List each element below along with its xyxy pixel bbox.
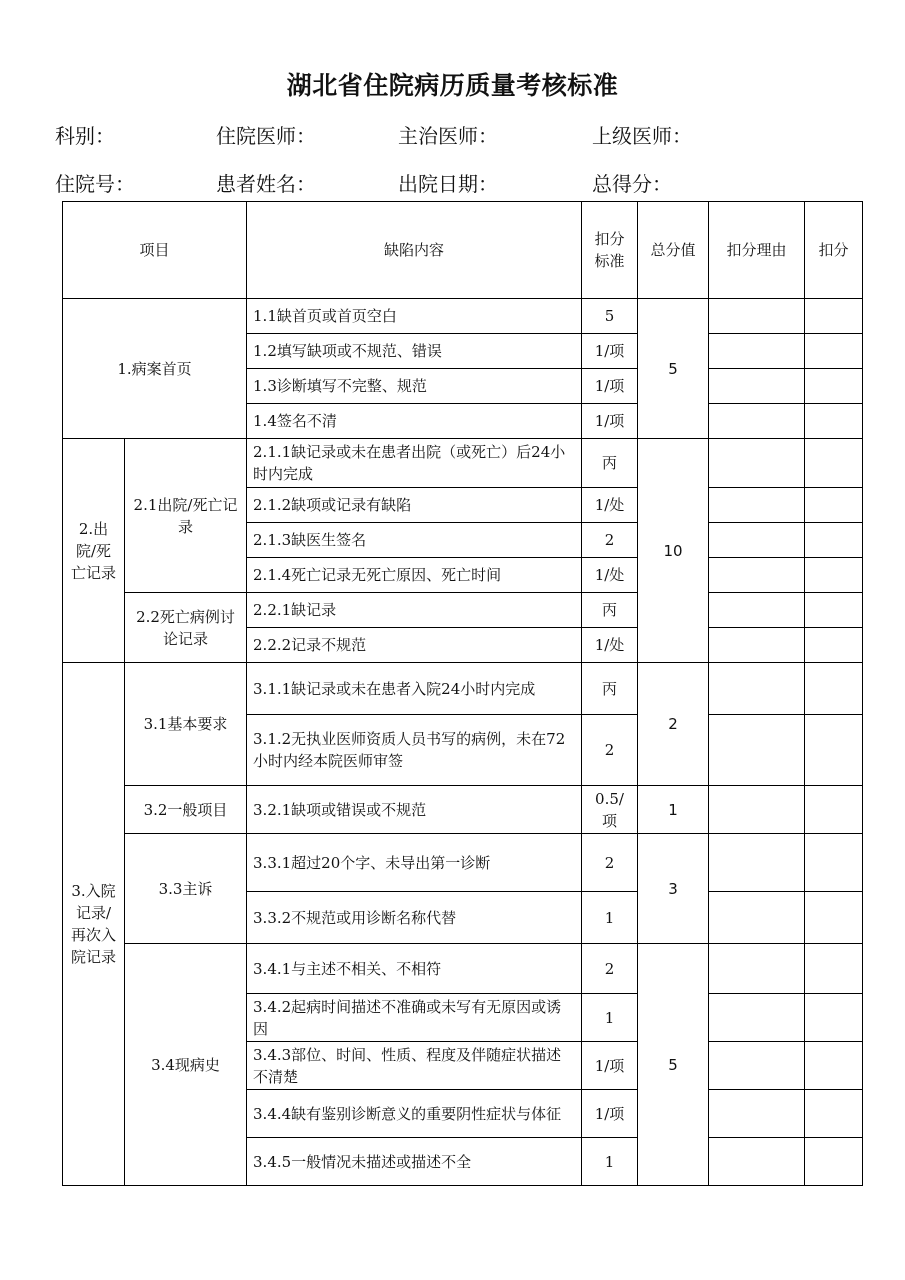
- defect-cell: 2.2.2记录不规范: [247, 628, 582, 663]
- deduct-input-cell[interactable]: [805, 299, 863, 334]
- defect-cell: 1.4签名不清: [247, 404, 582, 439]
- table-row: [63, 944, 863, 994]
- deduct-standard-cell: 1/处: [582, 558, 638, 593]
- deduct-standard-cell: 2: [582, 715, 638, 786]
- defect-cell: 1.3诊断填写不完整、规范: [247, 369, 582, 404]
- resident-doctor-label: 住院医师：: [216, 124, 316, 148]
- defect-cell: 2.1.3缺医生签名: [247, 523, 582, 558]
- reason-input-cell[interactable]: [709, 834, 805, 892]
- deduct-standard-cell: 5: [582, 299, 638, 334]
- section-3-3-total: 3: [638, 834, 709, 944]
- section-2-1-label: 2.1出院/死亡记录: [125, 439, 247, 593]
- defect-cell: 3.1.2无执业医师资质人员书写的病例，未在72小时内经本院医师审签: [247, 715, 582, 786]
- defect-cell: 2.1.1缺记录或未在患者出院（或死亡）后24小时内完成: [247, 439, 582, 488]
- reason-input-cell[interactable]: [709, 628, 805, 663]
- section-1-total: 5: [638, 299, 709, 439]
- deduct-input-cell[interactable]: [805, 1042, 863, 1090]
- deduct-standard-cell: 2: [582, 523, 638, 558]
- deduct-standard-cell: 2: [582, 944, 638, 994]
- reason-input-cell[interactable]: [709, 404, 805, 439]
- reason-input-cell[interactable]: [709, 1042, 805, 1090]
- deduct-input-cell[interactable]: [805, 404, 863, 439]
- defect-cell: 1.1缺首页或首页空白: [247, 299, 582, 334]
- patient-name-label: 患者姓名：: [216, 172, 316, 196]
- section-3-3-label: 3.3主诉: [125, 834, 247, 944]
- reason-input-cell[interactable]: [709, 439, 805, 488]
- deduct-standard-cell: 1/项: [582, 404, 638, 439]
- defect-cell: 2.2.1缺记录: [247, 593, 582, 628]
- defect-cell: 2.1.4死亡记录无死亡原因、死亡时间: [247, 558, 582, 593]
- deduct-input-cell[interactable]: [805, 892, 863, 944]
- deduct-standard-cell: 1: [582, 994, 638, 1042]
- reason-input-cell[interactable]: [709, 1138, 805, 1186]
- deduct-standard-cell: 丙: [582, 439, 638, 488]
- deduct-standard-cell: 2: [582, 834, 638, 892]
- deduct-input-cell[interactable]: [805, 663, 863, 715]
- header-deduct-reason: 扣分理由: [709, 202, 805, 299]
- deduct-standard-cell: 丙: [582, 593, 638, 628]
- deduct-standard-cell: 1/项: [582, 1090, 638, 1138]
- reason-input-cell[interactable]: [709, 299, 805, 334]
- deduct-input-cell[interactable]: [805, 558, 863, 593]
- table-row: [63, 299, 863, 334]
- deduct-input-cell[interactable]: [805, 439, 863, 488]
- table-row: [63, 786, 863, 834]
- deduct-input-cell[interactable]: [805, 994, 863, 1042]
- total-score-label: 总得分：: [592, 172, 672, 196]
- deduct-input-cell[interactable]: [805, 593, 863, 628]
- deduct-input-cell[interactable]: [805, 523, 863, 558]
- deduct-input-cell[interactable]: [805, 334, 863, 369]
- section-2-2-label: 2.2死亡病例讨论记录: [125, 593, 247, 663]
- header-row: [63, 202, 863, 299]
- defect-cell: 3.4.3部位、时间、性质、程度及伴随症状描述不清楚: [247, 1042, 582, 1090]
- reason-input-cell[interactable]: [709, 558, 805, 593]
- reason-input-cell[interactable]: [709, 663, 805, 715]
- deduct-input-cell[interactable]: [805, 786, 863, 834]
- deduct-input-cell[interactable]: [805, 1138, 863, 1186]
- reason-input-cell[interactable]: [709, 1090, 805, 1138]
- reason-input-cell[interactable]: [709, 488, 805, 523]
- senior-doctor-label: 上级医师：: [592, 124, 692, 148]
- section-3-label: 3.入院记录/再次入院记录: [63, 663, 125, 1186]
- defect-cell: 3.2.1缺项或错误或不规范: [247, 786, 582, 834]
- header-deduct: 扣分: [805, 202, 863, 299]
- deduct-standard-cell: 1/项: [582, 369, 638, 404]
- header-item: 项目: [63, 202, 247, 299]
- reason-input-cell[interactable]: [709, 523, 805, 558]
- assessment-table: [62, 201, 863, 1186]
- defect-cell: 2.1.2缺项或记录有缺陷: [247, 488, 582, 523]
- section-3-1-total: 2: [638, 663, 709, 786]
- deduct-input-cell[interactable]: [805, 944, 863, 994]
- defect-cell: 3.4.4缺有鉴别诊断意义的重要阴性症状与体征: [247, 1090, 582, 1138]
- reason-input-cell[interactable]: [709, 944, 805, 994]
- deduct-standard-cell: 1/处: [582, 488, 638, 523]
- defect-cell: 3.4.5一般情况未描述或描述不全: [247, 1138, 582, 1186]
- table-row: [63, 834, 863, 892]
- admission-number-label: 住院号：: [55, 172, 135, 196]
- deduct-standard-cell: 1/项: [582, 1042, 638, 1090]
- document-title: 湖北省住院病历质量考核标准: [286, 71, 619, 100]
- reason-input-cell[interactable]: [709, 593, 805, 628]
- section-3-2-total: 1: [638, 786, 709, 834]
- defect-cell: 3.3.2不规范或用诊断名称代替: [247, 892, 582, 944]
- table-row: [63, 593, 863, 628]
- defect-cell: 3.1.1缺记录或未在患者入院24小时内完成: [247, 663, 582, 715]
- deduct-input-cell[interactable]: [805, 834, 863, 892]
- section-3-4-total: 5: [638, 944, 709, 1186]
- reason-input-cell[interactable]: [709, 994, 805, 1042]
- header-defect: 缺陷内容: [247, 202, 582, 299]
- header-deduct-standard: 扣分标准: [582, 202, 638, 299]
- section-3-2-label: 3.2一般项目: [125, 786, 247, 834]
- defect-cell: 3.3.1超过20个字、未导出第一诊断: [247, 834, 582, 892]
- deduct-standard-cell: 1/项: [582, 334, 638, 369]
- defect-cell: 3.4.2起病时间描述不准确或未写有无原因或诱因: [247, 994, 582, 1042]
- deduct-input-cell[interactable]: [805, 715, 863, 786]
- section-2-total: 10: [638, 439, 709, 663]
- deduct-standard-cell: 1: [582, 1138, 638, 1186]
- reason-input-cell[interactable]: [709, 334, 805, 369]
- table-row: [63, 439, 863, 488]
- reason-input-cell[interactable]: [709, 786, 805, 834]
- deduct-input-cell[interactable]: [805, 369, 863, 404]
- table-row: [63, 663, 863, 715]
- section-1-label: 1.病案首页: [63, 299, 247, 439]
- deduct-standard-cell: 1/处: [582, 628, 638, 663]
- attending-doctor-label: 主治医师：: [398, 124, 498, 148]
- department-label: 科别：: [55, 124, 115, 148]
- reason-input-cell[interactable]: [709, 715, 805, 786]
- section-3-4-label: 3.4现病史: [125, 944, 247, 1186]
- defect-cell: 3.4.1与主述不相关、不相符: [247, 944, 582, 994]
- header-total-value: 总分值: [638, 202, 709, 299]
- deduct-standard-cell: 0.5/项: [582, 786, 638, 834]
- reason-input-cell[interactable]: [709, 369, 805, 404]
- discharge-date-label: 出院日期：: [398, 172, 498, 196]
- deduct-input-cell[interactable]: [805, 488, 863, 523]
- reason-input-cell[interactable]: [709, 892, 805, 944]
- deduct-input-cell[interactable]: [805, 1090, 863, 1138]
- section-2-label: 2.出院/死亡记录: [63, 439, 125, 663]
- deduct-input-cell[interactable]: [805, 628, 863, 663]
- section-3-1-label: 3.1基本要求: [125, 663, 247, 786]
- deduct-standard-cell: 丙: [582, 663, 638, 715]
- deduct-standard-cell: 1: [582, 892, 638, 944]
- defect-cell: 1.2填写缺项或不规范、错误: [247, 334, 582, 369]
